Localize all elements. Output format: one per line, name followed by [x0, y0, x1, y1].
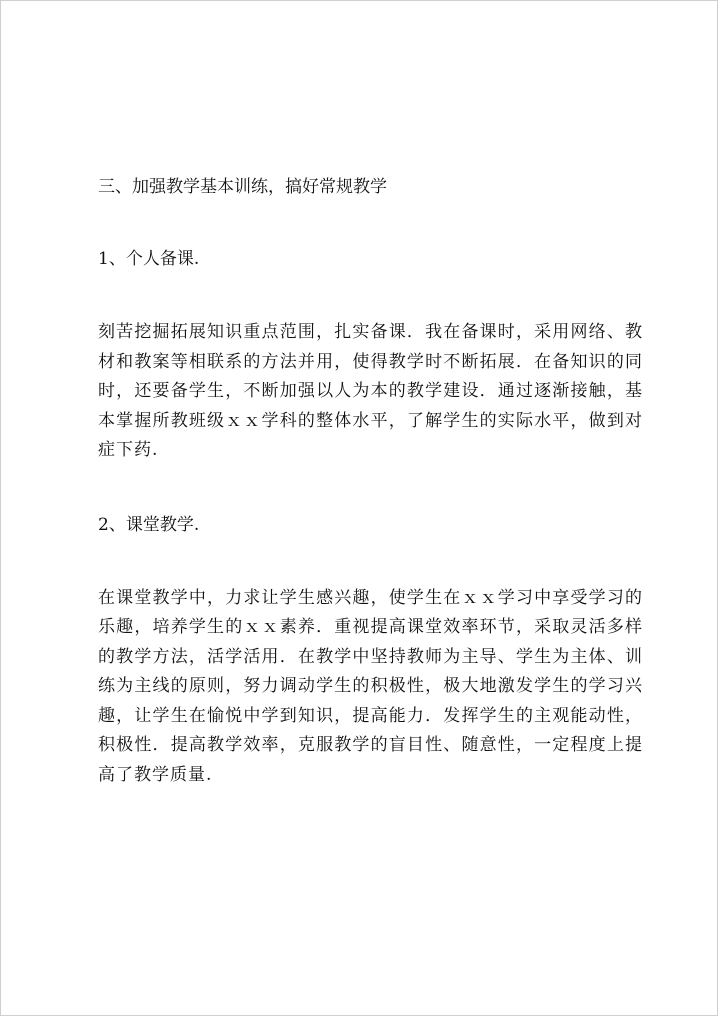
item-1-title: 1、个人备课. — [98, 249, 200, 269]
section-heading: 三、加强教学基本训练，搞好常规教学 — [98, 177, 387, 197]
document-content — [98, 173, 643, 835]
item-2-title: 2、课堂教学. — [98, 514, 200, 535]
item-2-body: 在课堂教学中，力求让学生感兴趣，使学生在ｘｘ学习中享受学习的乐趣，培养学生的ｘｘ素养．重视提高课堂效率环节，采取灵活多样的教学方法，活学活用．在教学中坚持教师为主导、学生为主体、训练为主线的原则，努力调动学生的积极性，极大地激发学生的学习兴趣，让学生在愉悦中学到知识，提高能力．发挥学生的主观能动性，积极性．提高教学效率，克服教学的盲目性、随意性，一定程度上提高了教学质量. — [98, 587, 643, 785]
item-1-body: 刻苦挖掘拓展知识重点范围，扎实备课．我在备课时，采用网络、教材和教案等相联系的方法并用，使得教学时不断拓展．在备知识的同时，还要备学生，不断加强以人为本的教学建设．通过逐渐接触，基本掌握所教班级ｘｘ学科的整体水平，了解学生的实际水平，做到对症下药. — [98, 322, 643, 460]
